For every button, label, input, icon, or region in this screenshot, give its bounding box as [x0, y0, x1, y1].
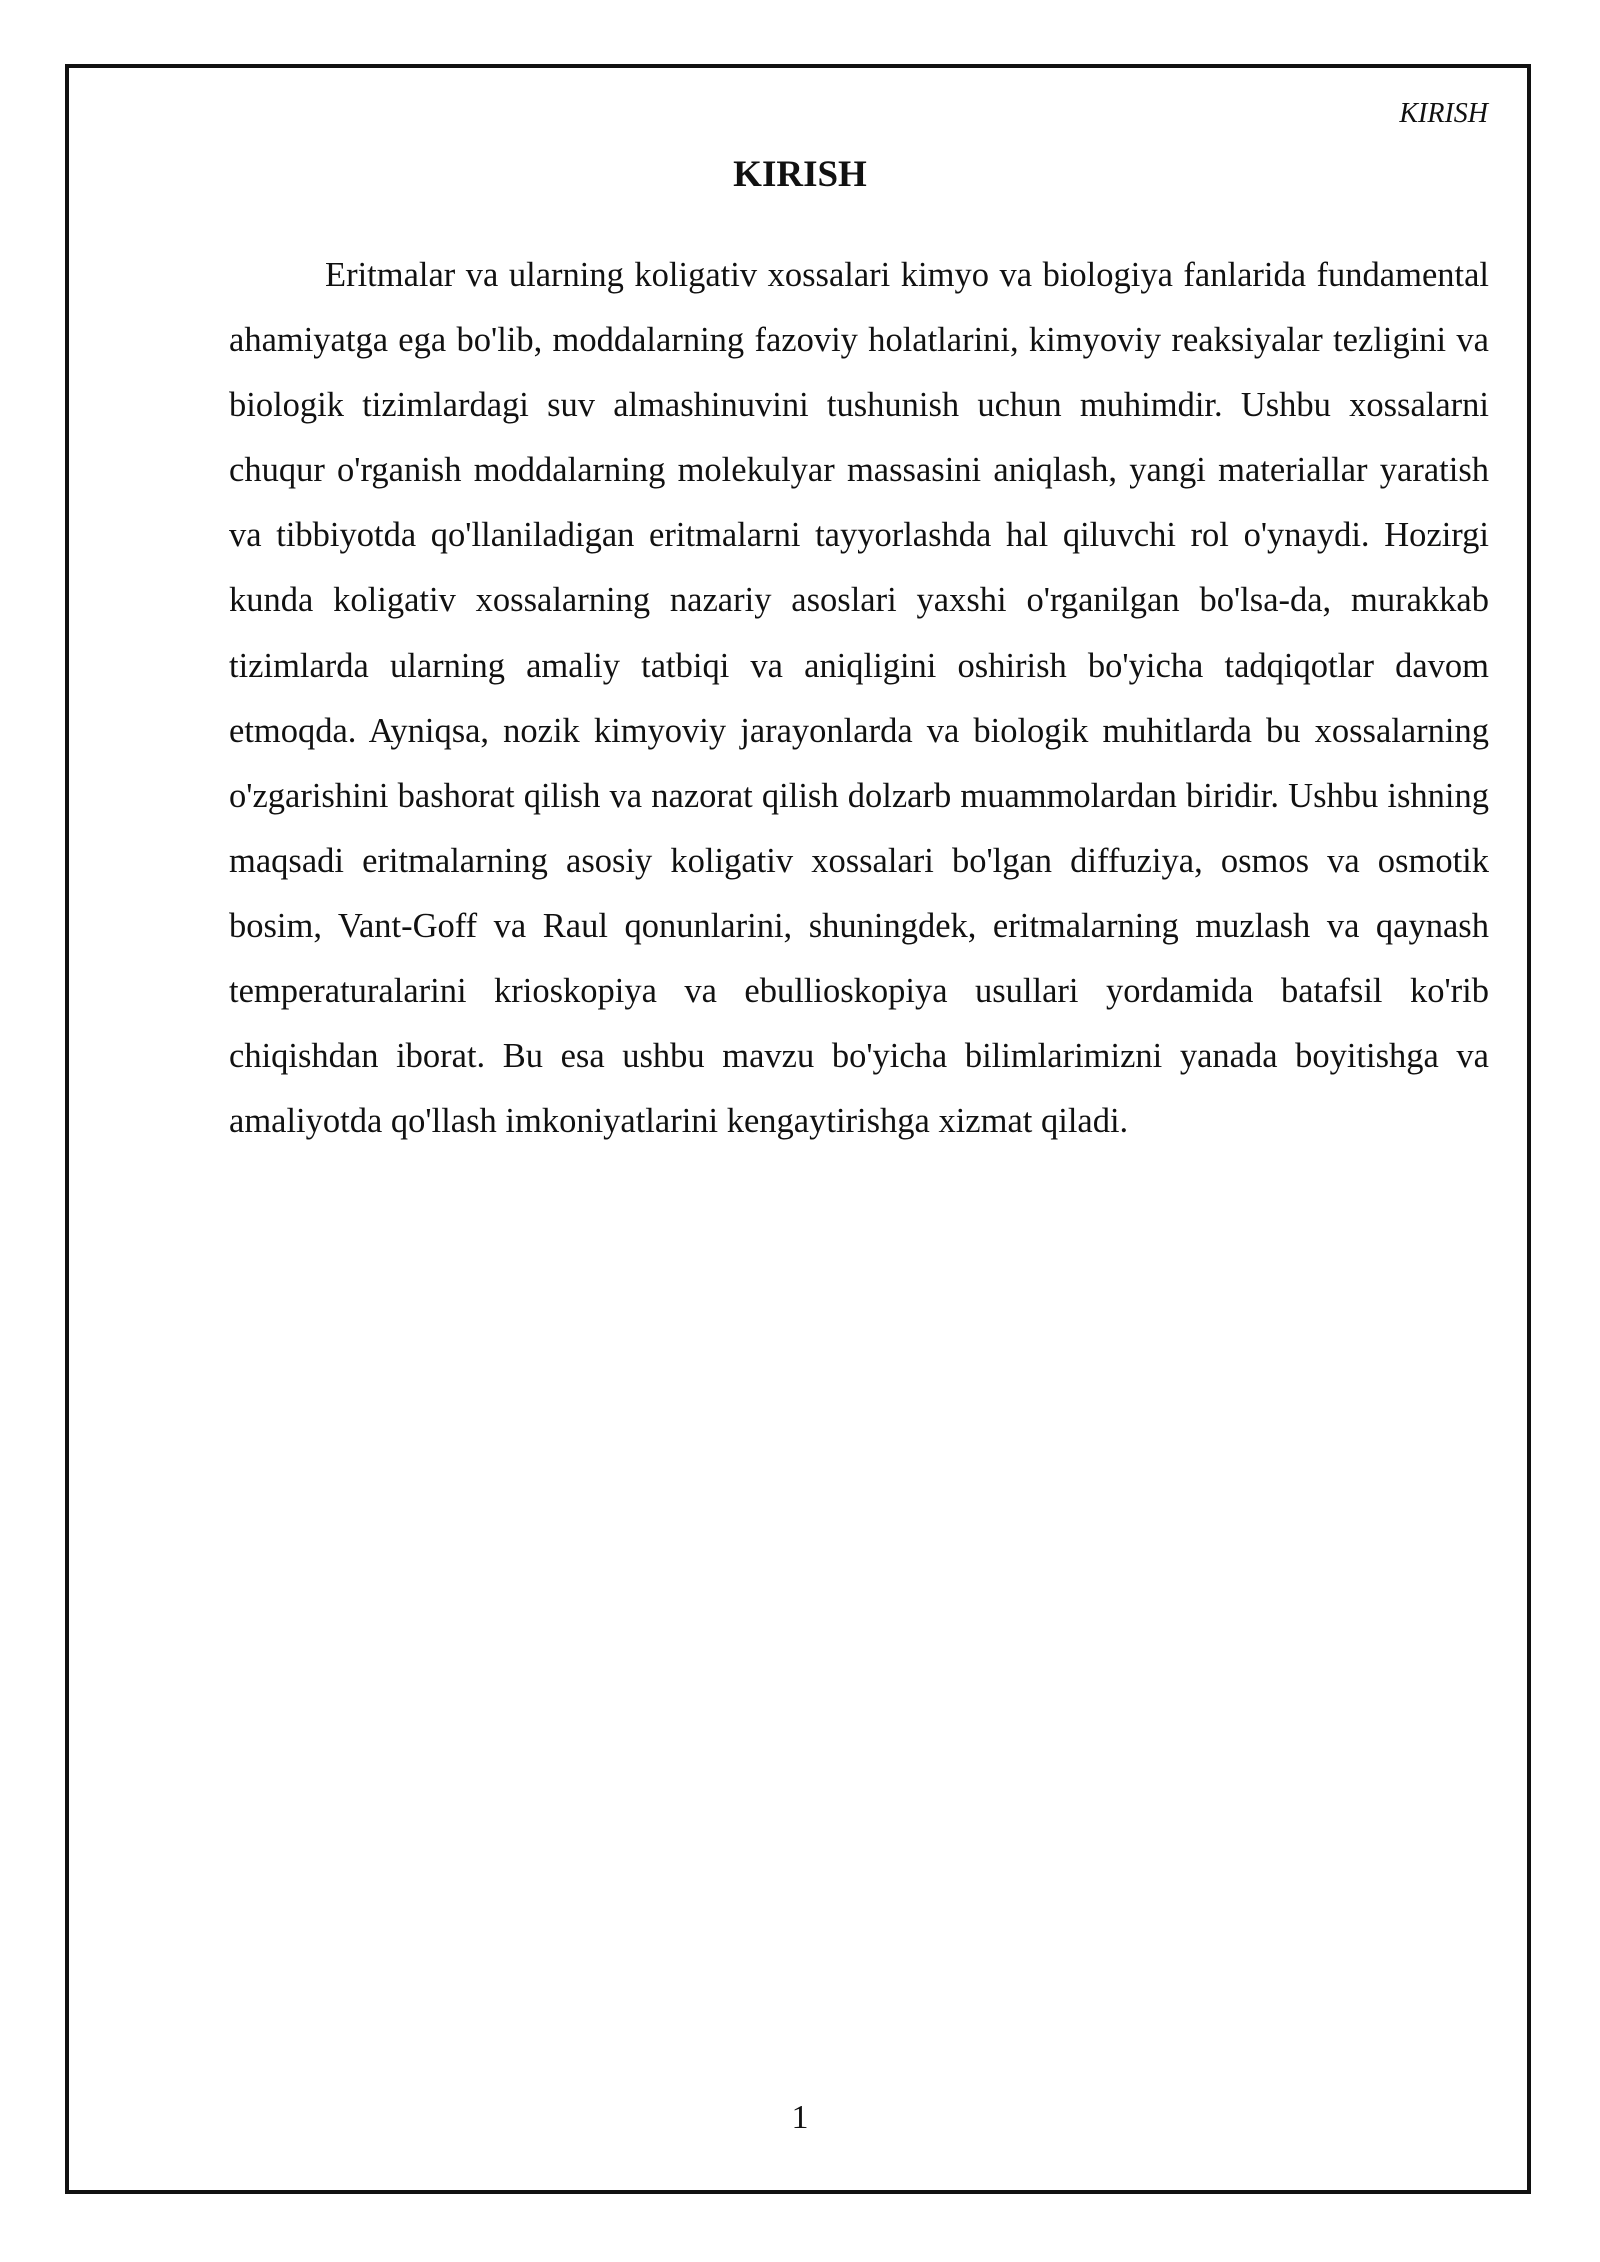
running-header: KIRISH — [1399, 98, 1488, 129]
body-paragraph: Eritmalar va ularning koligativ xossalari kimyo va biologiya fanlarida fundamental ahamiyatga ega bo'lib, moddalarning fazoviy holatlarini, kimyoviy reaksiyalar tezligini va biologik tizimlardagi suv almashinuvini tushunish uchun muhimdir. Ushbu xossalarni chuqur o'rganish moddalarning molekulyar massasini aniqlash, yangi materiallar yaratish va tibbiyotda qo'llaniladigan eritmalarni tayyorlashda hal qiluvchi rol o'ynaydi. Hozirgi kunda koligativ xossalarning nazariy asoslari yaxshi o'rganilgan bo'lsa-da, murakkab tizimlarda ularning amaliy tatbiqi va aniqligini oshirish bo'yicha tadqiqotlar davom etmoqda. Ayniqsa, nozik kimyoviy jarayonlarda va biologik muhitlarda bu xossalarning o'zgarishini bashorat qilish va nazorat qilish dolzarb muammolardan biridir. Ushbu ishning maqsadi eritmalarning asosiy koligativ xossalari bo'lgan diffuziya, osmos va osmotik bosim, Vant-Goff va Raul qonunlarini, shuningdek, eritmalarning muzlash va qaynash temperaturalarini krioskopiya va ebullioskopiya usullari yordamida batafsil ko'rib chiqishdan iborat. Bu esa ushbu mavzu bo'yicha bilimlarimizni yanada boyitishga va amaliyotda qo'llash imkoniyatlarini kengaytirishga xizmat qiladi. — [229, 256, 1489, 1141]
page-number: 1 — [791, 2099, 809, 2136]
page-title: KIRISH — [733, 154, 867, 195]
